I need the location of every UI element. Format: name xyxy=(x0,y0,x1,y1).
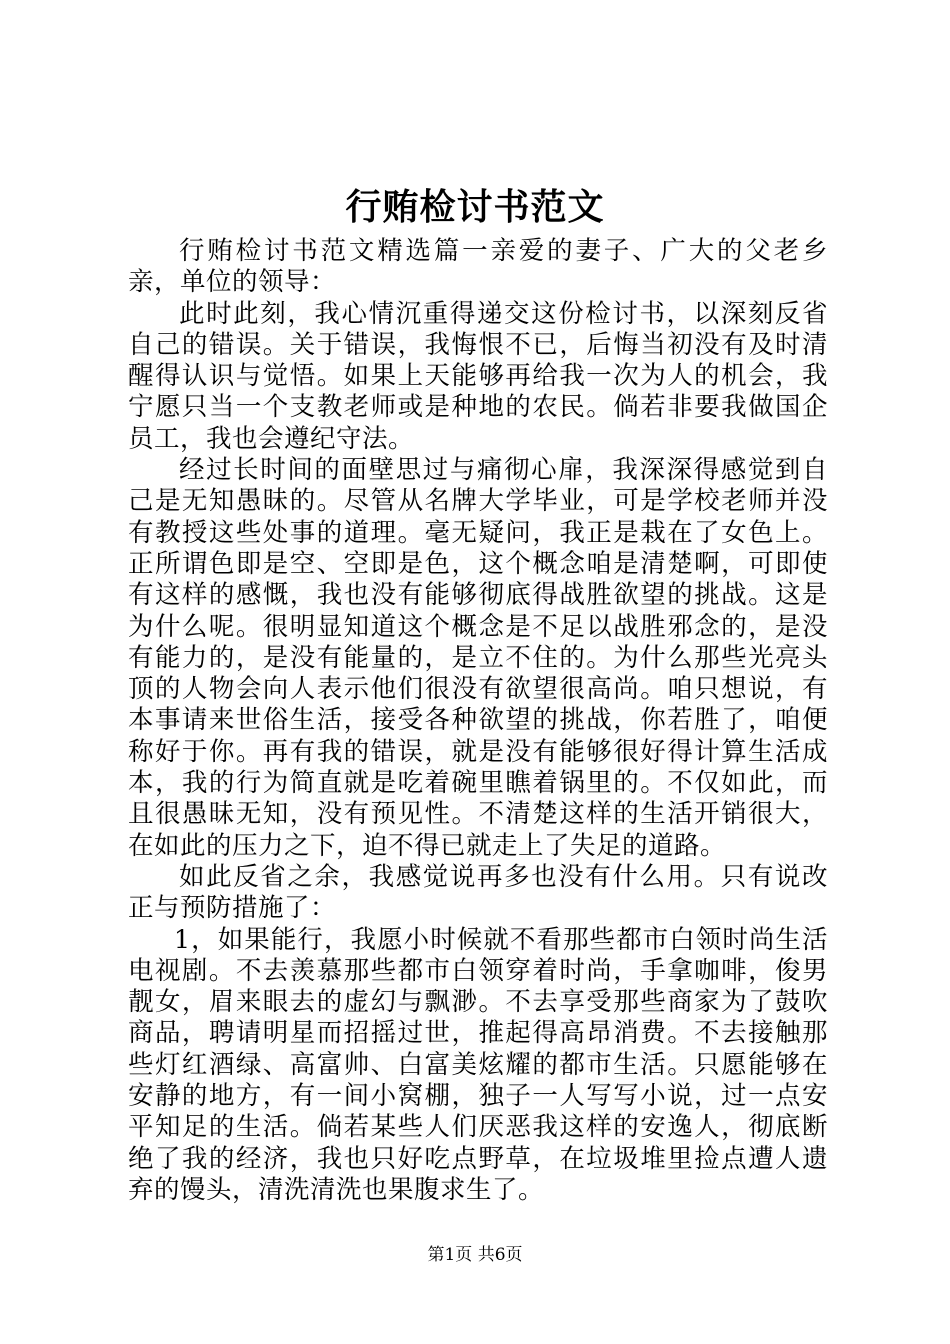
paragraph-analysis: 经过长时间的面壁思过与痛彻心扉，我深深得感觉到自己是无知愚昧的。尽管从名牌大学毕业，可是学校老师并没有教授这些处事的道理。毫无疑问，我正是栽在了女色上。正所谓色即是空、空即是色，这个概念咱是清楚啊，可即使有这样的感慨，我也没有能够彻底得战胜欲望的挑战。这是为什么呢。很明显知道这个概念是不足以战胜邪念的，是没有能力的，是没有能量的，是立不住的。为什么那些光亮头顶的人物会向人表示他们很没有欲望很高尚。咱只想说，有本事请来世俗生活，接受各种欲望的挑战，你若胜了，咱便称好于你。再有我的错误，就是没有能够很好得计算生活成本，我的行为简直就是吃着碗里瞧着锅里的。不仅如此，而且很愚昧无知，没有预见性。不清楚这样的生活开销很大，在如此的压力之下，迫不得已就走上了失足的道路。 xyxy=(128,455,828,861)
paragraph-transition: 如此反省之余，我感觉说再多也没有什么用。只有说改正与预防措施了： xyxy=(128,861,828,924)
document-title: 行贿检讨书范文 xyxy=(345,186,605,228)
page-footer: 第1页 共6页 xyxy=(427,1245,523,1265)
paragraph-salutation: 行贿检讨书范文精选篇一亲爱的妻子、广大的父老乡亲，单位的领导： xyxy=(128,236,828,298)
paragraph-measure-1: 1，如果能行，我愿小时候就不看那些都市白领时尚生活电视剧。不去羡慕那些都市白领穿着时尚，手拿咖啡，俊男靓女，眉来眼去的虚幻与飘渺。不去享受那些商家为了鼓吹商品，聘请明星而招摇过世，推起得高昂消费。不去接触那些灯红酒绿、高富帅、白富美炫耀的都市生活。只愿能够在安静的地方，有一间小窝棚，独子一人写写小说，过一点安平知足的生活。倘若某些人们厌恶我这样的安逸人，彻底断绝了我的经济，我也只好吃点野草，在垃圾堆里捡点遭人遗弃的馒头，清洗清洗也果腹求生了。 xyxy=(128,924,828,1205)
paragraph-reflection: 此时此刻，我心情沉重得递交这份检讨书，以深刻反省自己的错误。关于错误，我悔恨不已，后悔当初没有及时清醒得认识与觉悟。如果上天能够再给我一次为人的机会，我宁愿只当一个支教老师或是种地的农民。倘若非要我做国企员工，我也会遵纪守法。 xyxy=(128,298,828,454)
document-body xyxy=(128,236,828,1206)
